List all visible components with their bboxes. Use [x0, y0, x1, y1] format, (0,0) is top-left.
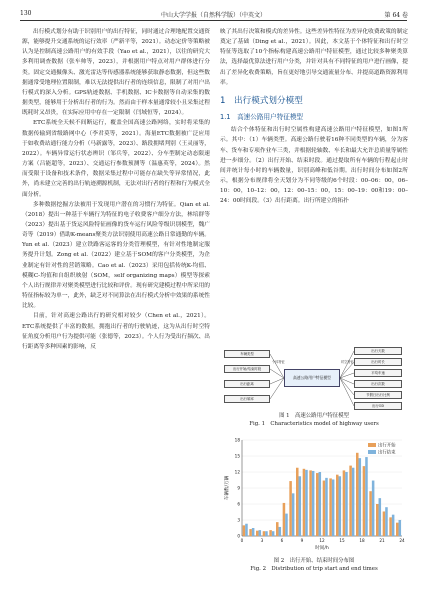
- paragraph: 映了其出行决策和模式的差异性。这些差异性特征为差异化收费政策的制定奠定了基础（Ding et al.，2021）。因此，本文基于个体特征和出行时空特征等选取了10个指标构建高速公路用户特征模型，通过比较多种聚类算法，选择最优算法进行用户分类，并针对具有不同特征的用户进行画像，提出了差异化收费策略，旨在更好地引导交通流量分布、并提高道路资源利用率。: [220, 29, 408, 86]
- bar-start: [309, 470, 312, 536]
- bar-end: [325, 478, 328, 536]
- bar-end: [312, 471, 315, 536]
- x-tick-label: 6: [280, 538, 284, 543]
- bar-start: [336, 475, 339, 536]
- bar-end: [365, 457, 368, 536]
- bar-end: [359, 458, 362, 536]
- diagram-center-node: 高速公路用户特征模型: [284, 369, 340, 387]
- bar-start: [269, 530, 272, 536]
- diagram-node: 车辆类型: [224, 350, 270, 358]
- bar-start: [289, 481, 292, 536]
- bar-start: [283, 503, 286, 536]
- x-tick-label: 24: [399, 538, 405, 543]
- bar-start: [363, 466, 366, 536]
- bar-start: [243, 525, 246, 536]
- y-tick-label: 12: [234, 469, 240, 475]
- figure-1-diagram: [222, 345, 406, 411]
- bar-end: [272, 531, 275, 536]
- page-number: 130: [20, 10, 32, 17]
- bar-start: [263, 531, 266, 536]
- bar-start: [323, 481, 326, 536]
- figure-1-caption-cn: 图 1 高速公路用户特征模型: [279, 413, 349, 419]
- legend-swatch: [368, 450, 376, 454]
- bar-start: [383, 511, 386, 536]
- figure-2-caption-cn: 图 2 出行开始、结束时间分布图: [273, 558, 355, 564]
- y-tick-label: 3: [237, 517, 240, 523]
- bar-start: [369, 491, 372, 536]
- header-rule: [20, 20, 407, 21]
- bar-start: [349, 466, 352, 536]
- bar-start: [276, 522, 279, 536]
- bar-start: [303, 469, 306, 536]
- bar-start: [376, 504, 379, 536]
- diagram-node: 出行开始/结束时段: [224, 365, 270, 373]
- diagram-node: 出行OD: [354, 402, 402, 410]
- subsection-heading: 1.1 高速公路用户特征模型: [220, 113, 304, 122]
- bar-end: [332, 479, 335, 536]
- bar-end: [339, 476, 342, 536]
- diagram-node: 节假日出行比例: [354, 391, 402, 399]
- y-axis-label: 车辆数/万辆: [225, 475, 230, 501]
- y-tick-label: 0: [237, 533, 240, 539]
- x-tick-label: 0: [240, 538, 244, 543]
- y-tick-label: 18: [234, 437, 240, 443]
- bar-start: [316, 473, 319, 536]
- figure-1-caption-en: Fig. 1 Characteristics model of highway users: [249, 421, 379, 427]
- bar-end: [305, 470, 308, 536]
- bar-start: [296, 468, 299, 536]
- paragraph: 结合个体特征和出行时空属性构建高速公路用户特征模型，如图1所示。其中：（1）车辆类型。高速公路行驶着16种不同类型的车辆，分为客车、货车和专项作业车三类，并根据轮轴数、车长和最大允许总质量等属性进一步细分。（2）出行开始、结束时段。通过提取所有车辆的行程起止时间并统计每小时的车辆数量，识别高峰和低谷期。出行时间分布如图2所示，根据分布规律将全天划分为不同等级的6个时段：00–06：00，06–10：00，10–12：00，12：00–15：00，15：00–19：00和19：00–24：00时间段。（3）出行距离。出行所建立的拓扑: [220, 127, 408, 205]
- bar-end: [245, 524, 248, 536]
- bar-end: [392, 515, 395, 536]
- bar-end: [352, 468, 355, 536]
- y-tick-label: 15: [234, 453, 240, 459]
- paragraph: 目前，针对高速公路出行的研究相对较少（Chen et al.，2021）。ETC系统提供了丰富的数据，拥抱出行者的行驶轨迹，这为从出行时空特征角度分析用户行为提供可能（张德等，2023）。个人行为受出行频次、出行距离等多种因素的影响，反: [22, 313, 210, 350]
- bar-start: [356, 453, 359, 536]
- right-column: [220, 27, 408, 207]
- paragraph: 多种数据挖掘方法被用于发现用户潜在的习惯行为特征。Qian et al.（2018）提出一种基于车辆行为特征的电子收费客户细分方法，林培群等（2023）提出基于货运风险特征画像的货车运行风险等级识别模型，魏广奇等（2019）借助K-means聚类方法识别使用高速公路日常通勤的车辆。Yun et al.（2023）建立铁路客运客的分类管理模型，有针对性地制定服务提升计划。Zong et al.（2022）建立基于SOM的客户分类模型，为企业制定有针对性的营销策略。Cao et al.（2023）采用包括传统K-均值、模糊C-均值和自组织映射（SOM，self organizing maps）模型等探索个人出行规律并对聚类模型进行比较和评价。现有研究建模过程中所采用的特征指标较为单一，此外，缺乏对不同算法在出行模式分析中效果的系统性比较。: [22, 201, 210, 310]
- x-tick-label: 15: [339, 538, 345, 543]
- paragraph: 出行模式划分有助于识别用户的出行特征，同时通过合理地配置交通资源，能够提升交通系统的运行效率（严新平等，2021）。动态定价等策略被认为是控制高速公路用户的有效手段（Yao et al.，2021），以往的研究大多利用调查数据（张车帅等，2023），并根据用户特点对用户群体进行分类。固定交通摄像头、激光雷达等传感器系统能够获取静态数据，但这些数据通常受地理位置限制，难以无法提供出行者的连续信息，限制了对用户出行模式的深入分析。GPS轨迹数据、手机数据、IC卡数据等自动采集的数据类型，能够用于分析出行者的行为。然而由于样本量通常较小且采集过程既耗时又昂贵，在实际应用中存在一定限制（闫域恒等，2024）。: [22, 29, 210, 117]
- figure-2-chart: [222, 434, 408, 554]
- section-heading: 1 出行模式划分模型: [220, 95, 303, 106]
- bar-start: [249, 529, 252, 536]
- left-column: [22, 27, 210, 352]
- x-axis-label: 时间/h: [315, 546, 329, 551]
- bar-end: [372, 481, 375, 536]
- journal-title: 中山大学学报（自然科学版）（中英文）: [160, 12, 266, 19]
- bar-end: [285, 514, 288, 536]
- x-tick-label: 18: [359, 538, 365, 543]
- x-tick-label: 12: [319, 538, 325, 543]
- bar-start: [329, 478, 332, 536]
- bar-start: [389, 517, 392, 536]
- bar-end: [345, 472, 348, 536]
- bar-end: [279, 527, 282, 536]
- x-tick-label: 21: [379, 538, 385, 543]
- bar-end: [379, 498, 382, 536]
- legend-swatch: [368, 443, 376, 447]
- diagram-node: 平均车速: [354, 369, 402, 377]
- x-tick-label: 3: [260, 538, 264, 543]
- bar-start: [343, 470, 346, 536]
- bar-end: [385, 507, 388, 536]
- bar-end: [259, 530, 262, 536]
- diagram-node: 出行次数: [354, 380, 402, 388]
- bar-end: [292, 493, 295, 536]
- volume-label: 第 64 卷: [384, 12, 408, 19]
- x-tick-label: 9: [300, 538, 304, 543]
- y-tick-label: 6: [237, 501, 240, 507]
- diagram-group-label: 个体特征: [272, 360, 285, 364]
- paragraph: ETC系统全天候不间断运行，覆盖全国高速公路网络，实时将采集的数据传输到省级路网中心（李君莫等，2021）。海量ETC数据被广泛应用于如收费站通行能力分析（马新露等，2023）、路段拥堵判别（王灵丽等，2022）。车辆异常运行状态辨识（邹兵等，2022）、分车型制定动态限速方案（吕能超等，2023）、交通运行参数预测等（温惠英等，2024）。然而受限于设备和技术条件，数据采集过程中可能存在缺失等异常情况，此外，尚未建立完善的出行轨迹溯源机制，无法对出行者的行程和行为模式全面分析。: [22, 120, 210, 198]
- bar-end: [265, 531, 268, 536]
- bar-start: [256, 531, 259, 536]
- bar-start: [396, 523, 399, 536]
- diagram-group-label: 时空特征: [341, 360, 354, 364]
- diagram-node: 出行天数: [354, 347, 402, 355]
- legend-label: 出行开始: [378, 443, 396, 449]
- bar-end: [299, 476, 302, 536]
- figure-2-caption-en: Fig. 2 Distribution of trip start and end times: [250, 566, 378, 572]
- y-tick-label: 9: [237, 485, 240, 491]
- bar-chart: [222, 434, 408, 554]
- diagram-node: 出行距离: [224, 380, 270, 388]
- bar-end: [319, 472, 322, 536]
- bar-end: [399, 520, 402, 536]
- legend-label: 出行结束: [378, 450, 396, 456]
- page-header: [0, 0, 427, 22]
- diagram-node: 出行频率: [224, 395, 270, 403]
- bar-end: [252, 528, 255, 536]
- diagram-node: 出行时长: [354, 358, 402, 366]
